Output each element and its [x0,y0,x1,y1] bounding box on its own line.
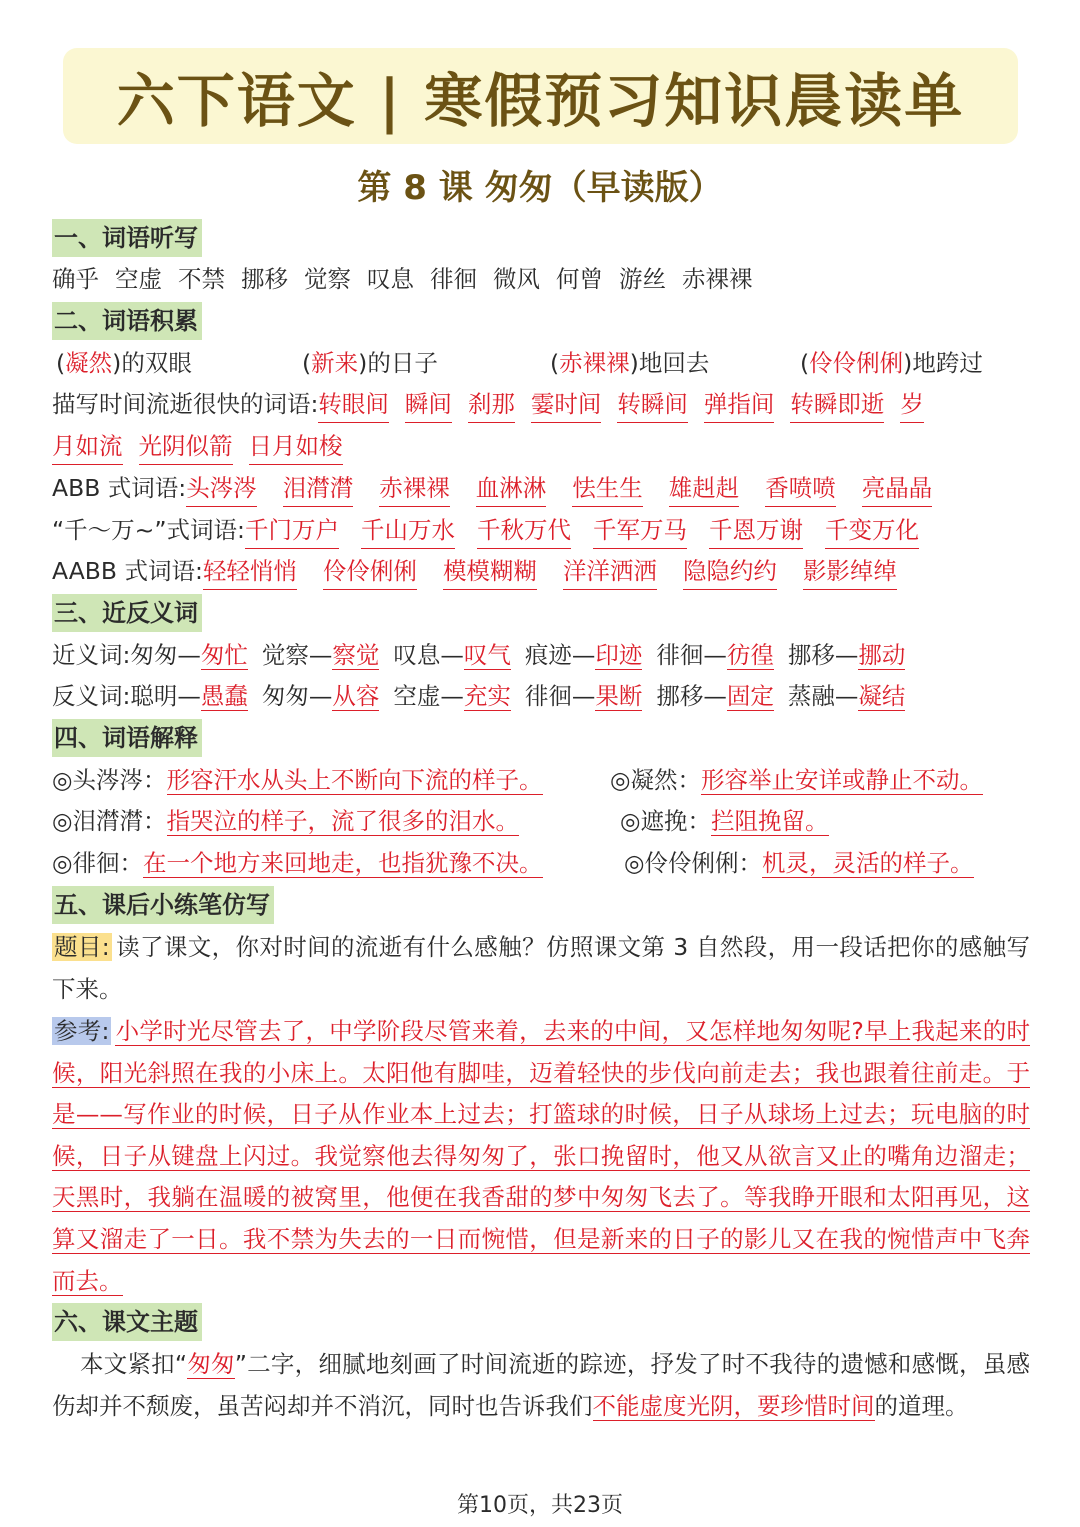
synonym-pair [130,637,248,673]
page-number: 第10页，共23页 [457,1493,623,1518]
synonym-pair-word: 叹息— [393,641,464,669]
dictation-words [52,261,769,297]
antonym-pair-word: 空虚— [393,682,464,710]
antonym-pair [788,678,906,714]
qian-wan-word: 千军万马 [593,512,687,549]
aabb-word: 隐隐约约 [683,553,777,590]
abb-word: 怯生生 [572,470,643,507]
writing-question [52,927,1030,1010]
antonym-pair-word: 匆匆— [261,682,333,710]
antonym-pair-word: 蒸融— [787,682,859,710]
time-word: 弹指间 [704,386,775,423]
aabb-word: 伶伶俐俐 [323,553,417,590]
abb-word: 头涔涔 [186,470,257,507]
explanation-definition: 形容汗水从头上不断向下流的样子。 [166,766,543,794]
dictation-word: 叹息 [367,265,414,293]
fill-answer: 伶伶俐俐 [809,349,904,377]
aabb-word: 轻轻悄悄 [203,553,297,590]
abb-word: 香喷喷 [765,470,836,507]
theme-keyword: 匆匆 [187,1350,235,1378]
section-heading-synonyms: 三、近反义词 [52,594,202,632]
dictation-word: 微风 [493,265,540,293]
aabb-words-row [52,553,923,589]
antonym-pair-answer: 凝结 [858,682,906,710]
antonym-pair-word: 挪移— [656,682,727,710]
explanation-term: ◎伶伶俐俐： [624,849,763,877]
fill-in-item [56,345,192,381]
time-word: 日月如梭 [249,428,343,465]
abb-word: 血淋淋 [476,470,547,507]
antonym-pair [656,678,774,714]
antonym-pair-answer: 固定 [726,682,774,710]
antonym-pair-word: 聪明— [130,682,201,710]
reference-label: 参考: [54,1017,110,1045]
explanation-definition: 在一个地方来回地走，也指犹豫不决。 [143,849,543,877]
synonym-pair-word: 匆匆— [130,641,201,669]
aabb-word: 影影绰绰 [803,553,897,590]
dictation-word: 空虚 [115,265,162,293]
time-words-row-2 [52,428,359,464]
time-word: 月如流 [52,428,123,465]
section-heading-vocab: 二、词语积累 [52,302,202,340]
dictation-word: 确乎 [52,265,99,293]
synonyms-row [52,637,919,673]
dictation-word: 徘徊 [430,265,477,293]
antonym-pair-answer: 充实 [463,682,511,710]
synonym-pair [525,637,643,673]
synonym-pair-answer: 察觉 [332,641,380,669]
explanation-item [620,803,829,839]
page-title: 六下语文 | 寒假预习知识晨读单 [116,67,965,135]
synonym-pair [262,637,380,673]
fill-in-item [550,345,709,381]
abb-word: 泪潸潸 [283,470,354,507]
explanation-definition: 拦阻挽留。 [711,807,829,835]
theme-text-1: 本文紧扣“ [80,1350,188,1378]
aabb-word: 模模糊糊 [443,553,537,590]
reference-text: 小学时光尽管去了，中学阶段尽管来着，去来的中间，又怎样地匆匆呢?早上我起来的时候，阳光斜照在我的小床上。太阳他有脚哇，迈着轻快的步伐向前走去；我也跟着往前走。于是——写作业的时候，日子从作业本上过去；打篮球的时候，日子从球场上过去；玩电脑的时候，日子从键盘上闪过。我觉察他去得匆匆了，张口挽留时，他又从欲言又止的嘴角边溜走；天黑时，我躺在温暖的被窝里，他便在我香甜的梦中匆匆飞去了。等我睁开眼和太阳再见，这算又溜走了一日。我不禁为失去的一日而惋惜，但是新来的日子的影儿又在我的惋惜声中飞奔而去。 [52,1017,1030,1295]
explanation-term: ◎泪潸潸： [52,807,167,835]
time-word: 刹那 [468,386,515,423]
antonym-pair [525,678,643,714]
aabb-words-label: AABB 式词语: [52,557,203,585]
theme-paragraph [52,1344,1030,1427]
section-heading-theme: 六、课文主题 [52,1303,202,1341]
synonym-pair-word: 觉察— [261,641,333,669]
time-words-row [52,386,940,422]
qian-wan-word: 千秋万代 [477,512,571,549]
fill-in-item [302,345,438,381]
time-word: 岁 [900,386,924,423]
antonym-pair-answer: 果断 [595,682,643,710]
lesson-subtitle: 第 8 课 匆匆（早读版） [357,168,723,208]
explanation-term: ◎徘徊： [52,849,144,877]
explanation-row-1 [52,762,1037,798]
abb-word: 雄赳赳 [669,470,740,507]
fill-suffix: )地跨过 [903,349,983,377]
abb-words-label: ABB 式词语: [52,474,187,502]
synonym-pair-answer: 挪动 [858,641,906,669]
section-heading-explanations: 四、词语解释 [52,719,202,757]
theme-message: 不能虚度光阴，要珍惜时间 [592,1391,875,1420]
dictation-word: 游丝 [619,265,666,293]
time-words-label: 描写时间流逝很快的词语: [52,390,319,418]
abb-word: 亮晶晶 [862,470,933,507]
time-word: 转瞬即逝 [790,386,884,423]
antonym-pair [130,678,248,714]
section-heading-dictation: 一、词语听写 [52,219,202,257]
qian-wan-words-row [52,512,941,548]
dictation-word: 不禁 [178,265,225,293]
qian-wan-word: 千门万户 [245,512,339,549]
explanation-item [610,762,983,798]
antonym-pair-answer: 愚蠢 [200,682,248,710]
fill-answer: 新来 [311,349,359,377]
synonym-pair-answer: 叹气 [463,641,511,669]
qian-wan-word: 千山万水 [361,512,455,549]
fill-bracket: ( [302,349,312,377]
synonyms-label: 近义词: [52,641,131,669]
explanation-definition: 指哭泣的样子，流了很多的泪水。 [166,807,520,835]
dictation-word: 挪移 [241,265,288,293]
synonym-pair-word: 痕迹— [524,641,596,669]
theme-text-2: ”二字，细腻地刻画了时间流逝的踪迹，抒发了时不我待的遗憾和感慨，虽感伤却并不颓废，虽苦闷却并不消沉，同时也告诉我们 [52,1350,1030,1420]
explanation-definition: 形容举止安详或静止不动。 [701,766,984,794]
qian-wan-words-label: “千～万~”式词语: [52,516,245,544]
antonym-pair-word: 徘徊— [524,682,596,710]
explanation-term: ◎遮挽： [620,807,712,835]
synonym-pair [393,637,511,673]
explanation-item [52,762,543,798]
explanation-row-2 [52,803,1037,839]
synonym-pair-answer: 印迹 [595,641,643,669]
dictation-word: 赤裸裸 [682,265,753,293]
page-title-banner [63,48,1018,144]
explanation-term: ◎头涔涔： [52,766,167,794]
explanation-item [52,803,519,839]
antonyms-label: 反义词: [52,682,131,710]
antonyms-row [52,678,919,714]
time-word: 转眼间 [318,386,389,423]
explanation-item [52,845,543,881]
dictation-word: 何曾 [556,265,603,293]
explanation-item [624,845,974,881]
synonym-pair-word: 徘徊— [656,641,727,669]
question-label: 题目: [54,933,110,961]
time-word: 光阴似箭 [139,428,233,465]
synonym-pair-answer: 彷徨 [726,641,774,669]
fill-answer: 赤裸裸 [559,349,630,377]
synonym-pair [656,637,774,673]
time-word: 瞬间 [405,386,452,423]
time-word: 霎时间 [531,386,602,423]
fill-bracket: ( [56,349,66,377]
abb-word: 赤裸裸 [379,470,450,507]
question-text: 读了课文，你对时间的流逝有什么感触？仿照课文第 3 自然段，用一段话把你的感触写下来。 [52,933,1030,1003]
qian-wan-word: 千变万化 [825,512,919,549]
explanation-row-3 [52,845,1037,881]
fill-suffix: )的双眼 [112,349,192,377]
section-heading-writing: 五、课后小练笔仿写 [52,886,274,924]
fill-in-item [800,345,983,381]
dictation-word: 觉察 [304,265,351,293]
synonym-pair-word: 挪移— [787,641,859,669]
synonym-pair [788,637,906,673]
aabb-word: 洋洋洒洒 [563,553,657,590]
synonym-pair-answer: 匆忙 [200,641,248,669]
explanation-term: ◎凝然： [610,766,702,794]
fill-bracket: ( [800,349,810,377]
fill-suffix: )的日子 [358,349,438,377]
fill-bracket: ( [550,349,560,377]
theme-text-3: 的道理。 [874,1391,969,1420]
abb-words-row [52,470,958,506]
qian-wan-word: 千恩万谢 [709,512,803,549]
explanation-definition: 机灵，灵活的样子。 [762,849,974,877]
antonym-pair-answer: 从容 [332,682,380,710]
fill-suffix: )地回去 [629,349,710,377]
fill-in-row [52,345,1030,381]
writing-reference [52,1011,1030,1302]
time-word: 转瞬间 [617,386,688,423]
antonym-pair [262,678,380,714]
fill-answer: 凝然 [65,349,113,377]
antonym-pair [393,678,511,714]
